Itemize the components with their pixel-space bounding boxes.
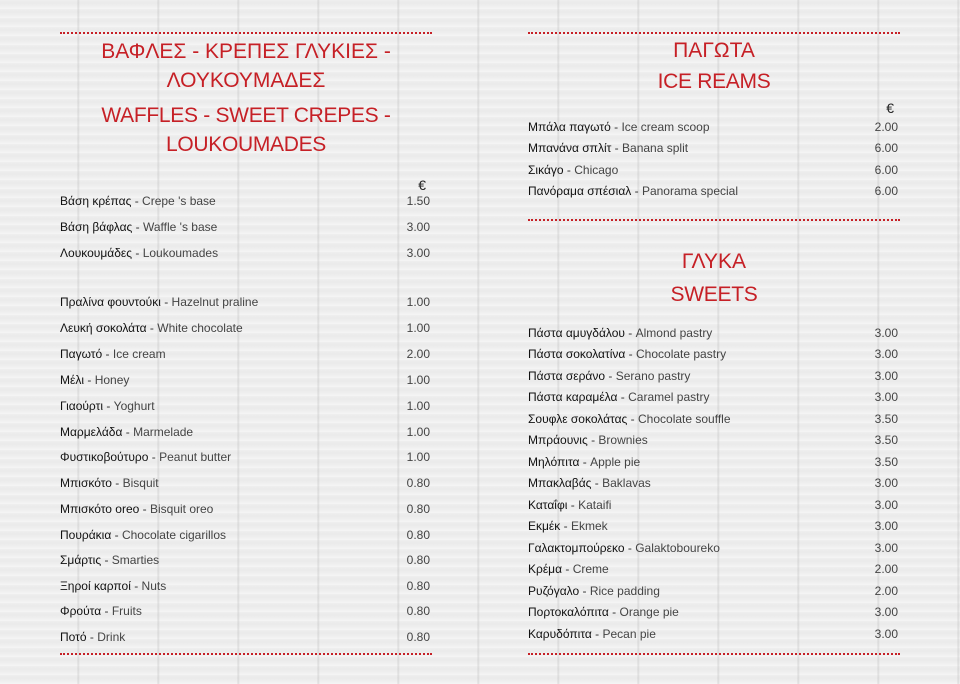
menu-item-row [528, 626, 900, 642]
item-price: 0.80 [406, 579, 430, 593]
dotted-divider [528, 219, 900, 221]
menu-item-row [528, 454, 900, 470]
item-name-greek: Βάση κρέπας [60, 194, 132, 208]
item-name: Μπάλα παγωτό - Ice cream scoop [528, 120, 710, 134]
dotted-divider [60, 32, 432, 34]
currency-symbol: € [886, 100, 894, 116]
item-name-english: Kataifi [578, 498, 612, 512]
item-name-english: Pecan pie [602, 627, 656, 641]
item-name: Μπισκότο - Bisquit [60, 476, 159, 490]
item-name-english: Banana split [622, 141, 689, 155]
item-name-greek: Βάση βάφλας [60, 220, 133, 234]
sweets-title-greek: ΓΛΥΚΑ [681, 250, 747, 273]
item-name-english: Bisquit [122, 476, 159, 490]
item-name-english: Drink [97, 630, 126, 644]
sweets-title-english: SWEETS [670, 283, 758, 306]
item-name-greek: Γιαούρτι [60, 399, 103, 413]
item-name-english: Fruits [111, 604, 142, 618]
menu-item-row [60, 398, 432, 414]
item-name-english: Galaktoboureko [635, 541, 720, 555]
menu-item-row [60, 219, 432, 235]
item-name: Σμάρτις - Smarties [60, 553, 160, 567]
item-price: 0.80 [406, 528, 430, 542]
item-price: 3.50 [874, 412, 898, 426]
item-name-greek: Μπάλα παγωτό [528, 120, 611, 134]
item-price: 3.00 [406, 220, 430, 234]
item-name: Μπανάνα σπλίτ - Banana split [528, 141, 689, 155]
item-name-english: Nuts [141, 579, 167, 593]
item-name: Μέλι - Honey [60, 373, 130, 387]
menu-item-row [60, 475, 432, 491]
item-name: Ποτό - Drink [60, 630, 126, 644]
item-name-greek: Πάστα αμυγδάλου [528, 326, 625, 340]
item-price: 3.00 [874, 347, 898, 361]
item-price: 2.00 [874, 562, 898, 576]
item-name: Πάστα σοκολατίνα - Chocolate pastry [528, 347, 727, 361]
item-name: Φρούτα - Fruits [60, 604, 142, 618]
item-name: Βάση βάφλας - Waffle 's base [60, 220, 218, 234]
item-price: 3.00 [874, 369, 898, 383]
item-name-english: Yoghurt [113, 399, 155, 413]
item-name-greek: Πανόραμα σπέσιαλ [528, 184, 632, 198]
item-name: Εκμέκ - Ekmek [528, 519, 608, 533]
item-price: 2.00 [406, 347, 430, 361]
ice-creams-sweets-panel [528, 0, 900, 684]
item-name-greek: Μαρμελάδα [60, 425, 123, 439]
item-name-greek: Καρυδόπιτα [528, 627, 592, 641]
item-name-greek: Ποτό [60, 630, 87, 644]
item-name-greek: Ρυζόγαλο [528, 584, 580, 598]
item-name-greek: Λουκουμάδες [60, 246, 133, 260]
menu-item-row [60, 629, 432, 645]
item-name: Πορτοκαλόπιτα - Orange pie [528, 605, 679, 619]
currency-symbol: € [418, 177, 426, 193]
item-name-greek: Εκμέκ [528, 519, 561, 533]
item-price: 3.00 [874, 498, 898, 512]
item-price: 1.50 [406, 194, 430, 208]
item-name-english: White chocolate [157, 321, 243, 335]
item-name: Ρυζόγαλο - Rice padding [528, 584, 660, 598]
item-name-english: Ekmek [570, 519, 608, 533]
item-name-english: Serano pastry [615, 369, 691, 383]
item-price: 3.00 [874, 627, 898, 641]
item-name: Λευκή σοκολάτα - White chocolate [60, 321, 243, 335]
item-price: 3.50 [874, 433, 898, 447]
item-name: Πανόραμα σπέσιαλ - Panorama special [528, 184, 739, 198]
menu-item-row [528, 583, 900, 599]
item-price: 3.00 [406, 246, 430, 260]
item-price: 6.00 [874, 163, 898, 177]
item-name-english: Orange pie [619, 605, 679, 619]
item-name-english: Chocolate cigarillos [121, 528, 227, 542]
section-title-english: WAFFLES - SWEET CREPES - LOUKOUMADES [101, 104, 391, 156]
item-name-english: Chocolate pastry [636, 347, 727, 361]
item-name-greek: Πραλίνα φουντούκι [60, 295, 161, 309]
item-price: 1.00 [406, 321, 430, 335]
item-price: 0.80 [406, 502, 430, 516]
item-name-english: Marmelade [133, 425, 194, 439]
item-name-english: Ice cream scoop [621, 120, 710, 134]
menu-item-row [60, 294, 432, 310]
waffles-crepes-panel [60, 0, 432, 684]
menu-item-row [528, 140, 900, 156]
menu-item-row [60, 603, 432, 619]
item-name-greek: Κρέμα [528, 562, 563, 576]
item-name: Παγωτό - Ice cream [60, 347, 166, 361]
menu-item-row [528, 561, 900, 577]
item-name: Φυστικοβούτυρο - Peanut butter [60, 450, 232, 464]
item-price: 1.00 [406, 425, 430, 439]
item-name: Ξηροί καρποί - Nuts [60, 579, 167, 593]
item-name: Γιαούρτι - Yoghurt [60, 399, 155, 413]
menu-item-row [60, 501, 432, 517]
item-price: 3.00 [874, 605, 898, 619]
menu-item-row [60, 449, 432, 465]
item-name: Σουφλε σοκολάτας - Chocolate souffle [528, 412, 731, 426]
item-name-english: Panorama special [641, 184, 739, 198]
section-title-greek: ΒΑΦΛΕΣ - ΚΡΕΠΕΣ ΓΛΥΚΙΕΣ - ΛΟΥΚΟΥΜΑΔΕΣ [101, 40, 391, 92]
item-price: 2.00 [874, 584, 898, 598]
item-name: Καταΐφι - Kataifi [528, 498, 612, 512]
item-price: 1.00 [406, 450, 430, 464]
item-price: 1.00 [406, 399, 430, 413]
item-name-greek: Μπακλαβάς [528, 476, 592, 490]
menu-item-row [528, 518, 900, 534]
item-price: 6.00 [874, 184, 898, 198]
item-name: Λουκουμάδες - Loukoumades [60, 246, 219, 260]
item-name-greek: Πουράκια [60, 528, 112, 542]
item-name: Μπράουνις - Brownies [528, 433, 648, 447]
item-name-english: Almond pastry [635, 326, 713, 340]
menu-item-row [60, 527, 432, 543]
item-name-greek: Πάστα σοκολατίνα [528, 347, 626, 361]
item-name-english: Bisquit oreo [149, 502, 214, 516]
menu-item-row [60, 578, 432, 594]
item-name-greek: Μπράουνις [528, 433, 588, 447]
item-name-english: Waffle 's base [142, 220, 218, 234]
menu-item-row [528, 119, 900, 135]
item-name-greek: Γαλακτομπούρεκο [528, 541, 625, 555]
ice-creams-title-greek: ΠΑΓΩΤΑ [673, 39, 755, 62]
item-name: Μηλόπιτα - Apple pie [528, 455, 641, 469]
item-price: 0.80 [406, 476, 430, 490]
item-name-greek: Σικάγο [528, 163, 564, 177]
item-name-english: Ice cream [112, 347, 166, 361]
item-name-greek: Μέλι [60, 373, 85, 387]
item-name-english: Honey [94, 373, 130, 387]
item-name-greek: Μπισκότο [60, 476, 112, 490]
item-price: 3.00 [874, 326, 898, 340]
item-name-english: Chicago [574, 163, 619, 177]
item-name-english: Brownies [598, 433, 648, 447]
item-name-english: Rice padding [589, 584, 660, 598]
menu-item-row [528, 540, 900, 556]
item-name-greek: Καταΐφι [528, 498, 568, 512]
item-name-greek: Πάστα σεράνο [528, 369, 606, 383]
item-name: Μπακλαβάς - Baklavas [528, 476, 651, 490]
menu-item-row [60, 372, 432, 388]
menu-item-row [528, 183, 900, 199]
item-name-english: Apple pie [590, 455, 641, 469]
menu-item-row [60, 193, 432, 209]
item-name-greek: Ξηροί καρποί [60, 579, 131, 593]
item-name-greek: Λευκή σοκολάτα [60, 321, 147, 335]
item-price: 3.00 [874, 390, 898, 404]
item-name-english: Smarties [111, 553, 160, 567]
item-price: 2.00 [874, 120, 898, 134]
item-name: Πουράκια - Chocolate cigarillos [60, 528, 227, 542]
menu-item-row [528, 604, 900, 620]
item-name: Πραλίνα φουντούκι - Hazelnut praline [60, 295, 259, 309]
menu-item-row [528, 432, 900, 448]
item-name-english: Crepe 's base [142, 194, 216, 208]
item-price: 0.80 [406, 553, 430, 567]
menu-item-row [528, 368, 900, 384]
item-name-english: Baklavas [602, 476, 651, 490]
item-price: 3.00 [874, 519, 898, 533]
item-name: Κρέμα - Creme [528, 562, 609, 576]
menu-item-row [528, 346, 900, 362]
item-price: 1.00 [406, 295, 430, 309]
item-price: 3.00 [874, 541, 898, 555]
item-name: Πάστα σεράνο - Serano pastry [528, 369, 691, 383]
item-name-greek: Μπανάνα σπλίτ [528, 141, 612, 155]
item-name-greek: Μπισκότο oreo [60, 502, 140, 516]
menu-item-row [60, 245, 432, 261]
item-name-english: Creme [572, 562, 609, 576]
item-name-english: Loukoumades [142, 246, 219, 260]
ice-creams-title-english: ICE REAMS [657, 70, 771, 93]
item-name-greek: Φρούτα [60, 604, 102, 618]
menu-item-row [528, 475, 900, 491]
item-name: Καρυδόπιτα - Pecan pie [528, 627, 656, 641]
item-name: Σικάγο - Chicago [528, 163, 619, 177]
item-name-greek: Σουφλε σοκολάτας [528, 412, 628, 426]
menu-item-row [528, 389, 900, 405]
menu-item-row [528, 325, 900, 341]
item-name-greek: Παγωτό [60, 347, 103, 361]
item-price: 0.80 [406, 630, 430, 644]
item-price: 6.00 [874, 141, 898, 155]
item-name: Μπισκότο oreo - Bisquit oreo [60, 502, 214, 516]
item-name-english: Chocolate souffle [638, 412, 731, 426]
menu-item-row [60, 346, 432, 362]
item-price: 1.00 [406, 373, 430, 387]
menu-item-row [528, 162, 900, 178]
item-name-english: Caramel pastry [628, 390, 710, 404]
item-name-greek: Πορτοκαλόπιτα [528, 605, 609, 619]
dotted-divider [528, 32, 900, 34]
item-price: 3.50 [874, 455, 898, 469]
menu-item-row [60, 320, 432, 336]
item-name: Γαλακτομπούρεκο - Galaktoboureko [528, 541, 720, 555]
item-name-english: Peanut butter [159, 450, 232, 464]
item-price: 0.80 [406, 604, 430, 618]
menu-item-row [528, 497, 900, 513]
item-name-greek: Φυστικοβούτυρο [60, 450, 149, 464]
item-price: 3.00 [874, 476, 898, 490]
item-name-english: Hazelnut praline [171, 295, 259, 309]
item-name-greek: Σμάρτις [60, 553, 102, 567]
item-name: Βάση κρέπας - Crepe 's base [60, 194, 216, 208]
item-name: Μαρμελάδα - Marmelade [60, 425, 194, 439]
item-name: Πάστα αμυγδάλου - Almond pastry [528, 326, 713, 340]
dotted-divider [60, 653, 432, 655]
menu-item-row [60, 552, 432, 568]
item-name: Πάστα καραμέλα - Caramel pastry [528, 390, 710, 404]
menu-item-row [528, 411, 900, 427]
item-name-greek: Μηλόπιτα [528, 455, 580, 469]
menu-item-row [60, 424, 432, 440]
item-name-greek: Πάστα καραμέλα [528, 390, 618, 404]
dotted-divider [528, 653, 900, 655]
